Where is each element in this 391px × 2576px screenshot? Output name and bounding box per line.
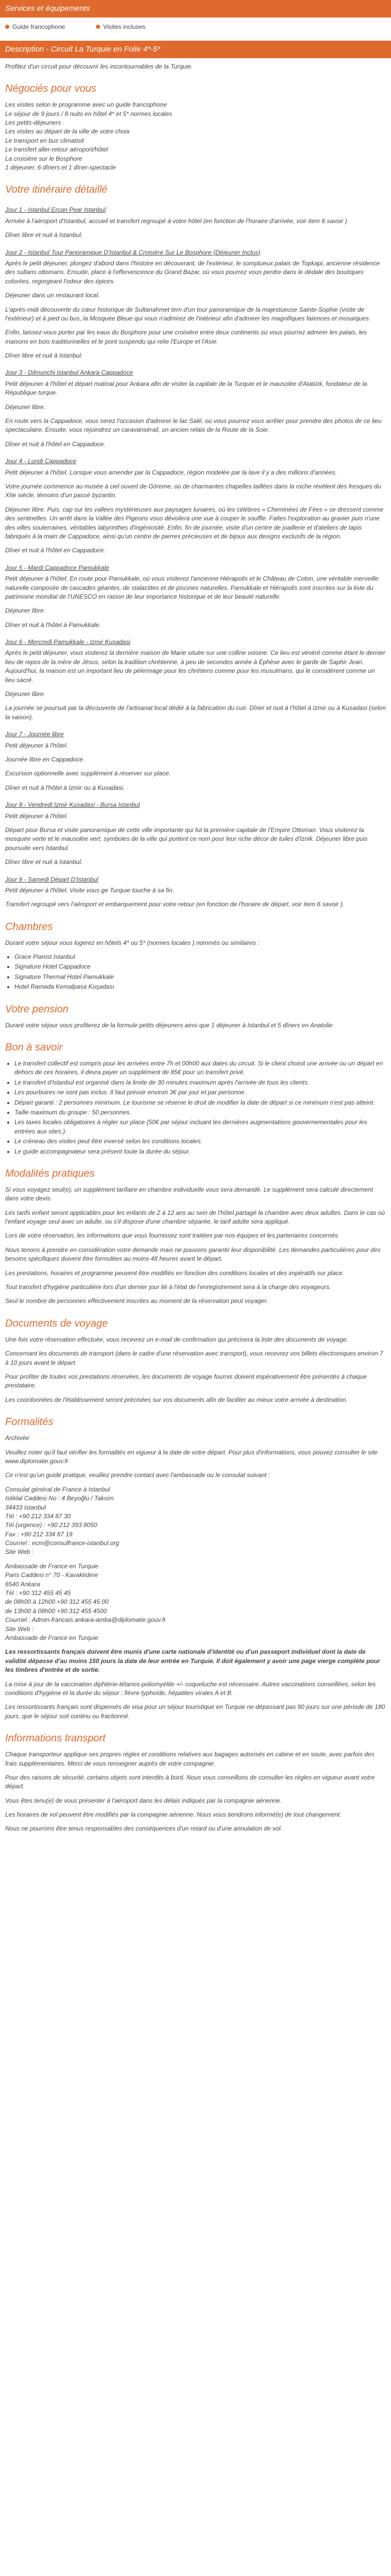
transport-paragraph: Les horaires de vol peuvent être modifiés par la compagnie aérienne. Nous vous tiendrons informé(e) de tout changement. <box>5 1811 341 1819</box>
day-paragraph: Déjeuner dans un restaurant local. <box>5 292 100 299</box>
transport-paragraph: Pour des raisons de sécurité, certains objets sont interdits à bord. Nous vous conseillons de consulter les règles en vigueur avant votre départ. <box>5 1773 375 1790</box>
day-paragraph: Dîner libre et nuit à Istanbul. <box>5 352 83 360</box>
day-paragraph: Petit déjeuner à l'hôtel et départ matinal pour Ankara afin de visiter la capitale de la Turquie et le mausolée d'Atatürk, fondateur de la République turque. <box>5 380 367 397</box>
transport-title: Informations transport <box>5 1733 106 1744</box>
good-to-know-item: • Les pourboires ne sont pas inclus. Il faut prévoir environ 3€ par jour et par personne. <box>14 1088 386 1097</box>
service-label: Visites incluses <box>103 23 145 30</box>
formalities-note-3: Les ressortissants français sont dispensés de visa pour un séjour touristique en Turquie ne dépassant pas 90 jours sur une période de 180 jours, que le séjour soit continu ou fractionné. <box>5 1703 385 1720</box>
good-to-know-item: • Le créneau des visites peut être inversé selon les conditions locales. <box>14 1137 386 1146</box>
rooms-title: Chambres <box>5 921 53 933</box>
good-to-know-item: • Départ garanti : 2 personnes minimum. Le tourisme se réserve le droit de modifier la date de départ si ce minimum n'est pas atteint. <box>14 1098 386 1107</box>
hotel-item: • Signature Thermal Hotel Pamukkale <box>14 973 386 981</box>
documents-title: Documents de voyage <box>5 1317 108 1329</box>
services-banner: Services et équipements <box>0 0 391 18</box>
formalities-paragraph: Veuillez noter qu'il faut vérifier les formalités en vigueur à la date de votre départ. Pour plus d'informations, vous pouvez consulter le site www.diplomatie.gouv.fr <box>5 1448 378 1465</box>
day-paragraph: Enfin, laissez-vous porter par les eaux du Bosphore pour une croisière entre deux continents où vous pourrez admirer les palais, les maisons en bois traditionnelles et le pont suspendu qui relie l'Europe et l'Asie. <box>5 329 367 345</box>
practical-paragraph: Les tarifs enfant seront applicables pour les enfants de 2 à 12 ans au sein de l'hôtel partagé la chambre avec deux adultes. Dans le cas où l'enfant voyage seul avec un adulte, ou s'il dispose d'une chambre séparée, le tarif adulte sera appliqué. <box>5 1209 385 1226</box>
day-paragraph: La journée se poursuit par la découverte de l'artisanat local dédié à la fabrication du cuir. Dîner et nuit à l'hôtel à Izmir ou à Kusadasi (selon la saison). <box>5 704 386 721</box>
documents-paragraph: Pour profiter de toutes vos prestations réservées, les documents de voyage fournis doivent impérativement être présentés à chaque prestataire. <box>5 1373 367 1389</box>
day-paragraph: Petit déjeuner à l'hôtel. En route pour Pamukkale, où vous visiterez l'ancienne Hiérapolis et le Château de Coton, une véritable merveille naturelle composée de cascades géantes, de stalactites et de piscines naturelles. Pamukkale et Hiérapolis sont inscrites sur la liste du patrimoine mondial de l'UNESCO en raison de leur importance historique et de leur beauté naturelle. <box>5 575 379 600</box>
practical-paragraph: Lors de votre réservation, les informations que vous fournissez sont traitées par nos équipes et les partenaires concernés. <box>5 1232 340 1240</box>
good-to-know-item: • Le transfert collectif est compris pour les arrivées entre 7h et 00h00 aux dates du circuit. Si le client choisit une arrivée ou un départ en dehors de ces horaires, il devra payer un supplément de 85€ pour un transfert privé. <box>14 1059 386 1077</box>
transport-paragraph: Nous ne pourrons être tenus responsables des conséquences d'un retard ou d'une annulation de vol. <box>5 1825 282 1833</box>
hotel-item: • Grace Pianist Istanbul <box>14 953 386 961</box>
day-title: Jour 6 - Mercredi Pamukkale - Izmir Kusadasi <box>5 638 131 646</box>
transport-paragraph: Vous êtes tenu(e) de vous présenter à l'aéroport dans les délais indiqués par la compagnie aérienne. <box>5 1797 282 1804</box>
itinerary-days <box>5 206 386 909</box>
hotel-item: • Hotel Ramada Kemalpasa Kuşadası <box>14 982 386 991</box>
intro-text: Profitez d'un circuit pour découvrir les incontournables de la Turquie. <box>5 62 193 70</box>
formalities-paragraph: Ce n'est qu'un guide pratique, veuillez prendre contact avec l'ambassade ou le consulat suivant : <box>5 1471 270 1479</box>
transport-paragraph: Chaque transporteur applique ses propres règles et conditions relatives aux bagages autorisés en cabine et en soute, avec parfois des frais supplémentaires. Merci de vous renseigner auprès de votre compagnie. <box>5 1751 374 1767</box>
day-paragraph: Dîner et nuit à l'hôtel en Cappadoce. <box>5 440 106 448</box>
service-visits <box>96 23 145 31</box>
good-to-know-item: • Le guide accompagnateur sera présent toute la durée du séjour. <box>14 1147 386 1156</box>
day-paragraph: Excursion optionnelle avec supplément à réserver sur place. <box>5 770 171 777</box>
day-paragraph: Arrivée à l'aéroport d'Istanbul, accueil et transfert regroupé à votre hôtel (en fonction de l'horaire d'arrivée, voir item 6 savoir ) <box>5 217 347 225</box>
day-title: Jour 4 - Lundi Cappadoce <box>5 457 77 465</box>
formalities-title: Formalités <box>5 1416 54 1428</box>
day-paragraph: Dîner et nuit à l'hôtel à Pamukkale. <box>5 621 101 629</box>
consulate-address: Consulat général de France à Istanbul Istiklal Caddesi No : 4 Beyoğlu / Taksim 34433 Istanbul Tél : +90 212 334 87 30 Tél (urgence) : +90 212 393 8050 Fax : +90 212 334 87 19 Courriel : ecm@consulfrance-istanbul.org Site Web : <box>5 1485 119 1556</box>
day-paragraph: Petit déjeuner à l'hôtel. Visite vous ge Turquie touche à sa fin. <box>5 886 174 894</box>
day-paragraph: Déjeuner libre. <box>5 403 46 411</box>
day-title: Jour 3 - Dilmunchi Istanbul Ankara Cappadoce <box>5 369 133 377</box>
services-list <box>0 18 391 41</box>
visits-icon <box>96 25 100 29</box>
description-banner: Description - Circuit La Turquie en Folie 4*-5* <box>0 41 391 58</box>
rooms-intro: Durant votre séjour vous logerez en hôtels 4* ou 5* (normes locales ) nommés ou similaires : <box>5 939 259 946</box>
good-to-know-item: • Taille maximum du groupe : 50 personnes. <box>14 1108 386 1117</box>
day-paragraph: Transfert regroupé vers l'aéroport et embarquement pour votre retour (en fonction de l'horaire de départ, voir item 6 savoir ). <box>5 901 345 908</box>
day-paragraph: Après le petit déjeuner, plongez d'abord dans l'histoire en découvrant, de l'extérieur, le somptueux palais de Topkapi, ancienne résidence des sultans ottomans. Ensuite, place à l'effervescence du Grand Bazar, où vous pourrez vous perdre dans le dédale des boutiques colorées, regorgeant l'odeur des épices. <box>5 259 380 285</box>
practical-paragraph: Seul le nombre de personnes effectivement inscrites au moment de la réservation peut voyager. <box>5 1297 268 1305</box>
practical-paragraph: Nous tenons à prendre en considération votre demande mais ne pouvons garantir leur disponibilité. Les demandes particulières pour des besoins spécifiques doivent être formulées au moins 48 heures avant le départ. <box>5 1246 381 1263</box>
day-paragraph: Petit déjeuner à l'hôtel. <box>5 812 68 820</box>
negotiated-text: Les visites selon le programme avec un guide francophone Le séjour de 9 jours / 8 nuits en hôtel 4* et 5* normes locales Les petits-déjeuners Les visites au départ de la ville de votre choix Le transport en bus climatisé Le transfert aller-retour aéroport/hôtel La croisière sur le Bosphore 1 déjeuner, 6 dîners et 1 dîner-spectacle <box>5 101 172 172</box>
day-paragraph: Journée libre en Cappadoce. <box>5 755 85 763</box>
negotiated-title: Négociés pour vous <box>5 83 96 95</box>
day-paragraph: Dîner et nuit à l'hôtel en Cappadoce. <box>5 547 106 554</box>
guide-icon <box>5 25 9 29</box>
description-content <box>0 62 391 1849</box>
day-title: Jour 7 - Journée libre <box>5 731 64 738</box>
hotels-list <box>14 953 386 992</box>
documents-paragraph: Une fois votre réservation effectuée, vous recevrez un e-mail de confirmation qui précisera la liste des documents de voyage. <box>5 1335 349 1343</box>
formalities-label: Archivée <box>5 1434 29 1442</box>
day-paragraph: En route vers la Cappadoce, vous serez l'occasion d'admirer le lac Salé, où vous pourrez vous arrêter pour prendre des photos de ce lieu spectaculaire. Ensuite, vous rejoindrez un caravansérail, un ancien relais de la Route de la Soie. <box>5 417 382 434</box>
day-title: Jour 9 - Samedi Départ D'Istanbul <box>5 875 99 883</box>
day-paragraph: Votre journée commence au musée à ciel ouvert de Göreme, où de charmantes chapelles taillées dans la roche révèlent des fresques du XIIe siècle, témoins d'un passé byzantin. <box>5 483 381 499</box>
documents-paragraph: Concernant les documents de transport (dans le cadre d'une réservation avec transport), vous recevrez vos billets électroniques environ 7 à 10 jours avant le départ. <box>5 1350 383 1366</box>
day-paragraph: Après le petit déjeuner, vous visiterez la dernière maison de Marie située sur une colline voisine. Ce lieu est vénéré comme étant le dernier lieu de repos de la mère de Jésus, selon la tradition chrétienne, à peu de secondes année à Éphèse avec le garde de Saphir Jean. Aujourd'hui, la maison est un important lieu de pèlerinage pour les chrétiens comme pour les musulmans, qui le considèrent comme un lieu sacré. <box>5 649 386 684</box>
day-paragraph: Départ pour Bursa et visite panoramique de cette ville importante qui fut la première capitale de l'Empire Ottoman. Vous visiterez la mosquée verte et le mausolée vert, symboles de la ville qui portent ce nom pour leur riche décor de tuiles d'Iznik. Déjeuner libre puis poursuite vers Istanbul. <box>5 826 368 852</box>
formalities-paragraphs <box>5 1448 386 1480</box>
documents-paragraph: Les coordonnées de l'établissement seront précisées sur vos documents afin de faciliter au mieux votre arrivée à destination. <box>5 1396 348 1403</box>
day-paragraph: Dîner libre et nuit à Istanbul. <box>5 231 83 239</box>
practical-paragraphs <box>5 1185 386 1306</box>
practical-paragraph: Les prestations, horaires et programme peuvent être modifiés en fonction des conditions locales et des impératifs sur place. <box>5 1269 345 1277</box>
day-title: Jour 2 - Istanbul Tour Panoramique D'Istanbul & Croisière Sur Le Bosphore (Déjeuner Inclus) <box>5 248 260 256</box>
day-paragraph: Déjeuner libre. <box>5 607 46 615</box>
good-to-know-item: • Le transfert d'Istanbul est organisé dans la limite de 30 minutes maximum après l'arrivée de tous les clients. <box>14 1078 386 1087</box>
service-label: Guide francophone <box>12 23 66 30</box>
formalities-note-2: La mise à jour de la vaccination diphtérie-tétanos-poliomyélite +/- coqueluche est nécessaire. Autres vaccinations conseillées, selon les conditions d'hygiène et la durée du séjour : fièvre typhoïde, hépatites virales A et B. <box>5 1680 376 1697</box>
good-to-know-title: Bon à savoir <box>5 1042 63 1054</box>
documents-paragraphs <box>5 1335 386 1404</box>
practical-title: Modalités pratiques <box>5 1167 95 1179</box>
formalities-note: Les ressortissants français doivent être munis d'une carte nationale d'identité ou d'un passeport individuel dont la date de validité dépasse d'au moins 150 jours la date de leur entrée en Turquie. Il doit également y avoir une page vierge complète pour les timbres d'entrée et de sortie. <box>5 1648 380 1674</box>
service-guide <box>5 23 65 31</box>
day-paragraph: Déjeuner libre. <box>5 690 46 698</box>
transport-paragraphs <box>5 1750 386 1849</box>
day-paragraph: Petit déjeuner à l'hôtel. <box>5 741 68 749</box>
day-paragraph: Petit déjeuner à l'hôtel. Lorsque vous amender par la Cappadoce, région modelée par la lave il y a des millions d'années. <box>5 468 337 476</box>
day-paragraph: L'après-midi découverte du cœur historique de Sultanahmet tern d'un tour panoramique de la majestueuse Sainte-Sophie (visite de l'extérieur) et à pied ou bus, la Mosquée Bleue qui vous n'admirez de l'intérieur afin d'admirer les magnifiques faïences et mosaïques. <box>5 306 371 322</box>
practical-paragraph: Tout transfert d'hygiène particulière lors d'un dernier jour lié à l'état de l'enregistrement sera à la charge des voyageurs. <box>5 1283 331 1291</box>
good-to-know-item: • Les taxes locales obligatoires à régler sur place (50€ par séjour incluant les dernières augmentations gouvernementales pour les entrées aux sites.). <box>14 1118 386 1136</box>
day-paragraph: Dîner et nuit à l'hôtel à Izmir ou à Kusadasi. <box>5 784 125 791</box>
day-paragraph: Déjeuner libre. Puis, cap sur les vallées mystérieuses aux paysages lunaires, où les célèbres « Cheminées de Fées » se dressent comme des sentinelles. Un arrêt dans la Vallée des Pigeons vous dévoilera une vue à couper le souffle. Faites l'exploration au gravier puis n'une des villes souterraines, véritables labyrinthes d'ingéniosité. Enfin, fin de journée, visite d'un centre de joaillerie et d'ateliers de tapis fabriqués à la main de Cappadoce, ainsi qu'un centre de pierres précieuses et de bijoux aux designs exclusifs de la région. <box>5 505 384 540</box>
good-to-know-list <box>14 1059 386 1156</box>
day-title: Jour 8 - Vendredi Izmir Kusadasi - Bursa Istanbul <box>5 801 140 809</box>
pension-text: Durant votre séjour vous profiterez de la formule petits déjeuners ainsi que 1 déjeuner à Istanbul et 5 dîners en Anatolie. <box>5 1021 334 1029</box>
day-title: Jour 5 - Mardi Cappadoce Pamukkale <box>5 564 109 571</box>
embassy-address: Ambassade de France en Turquie Paris Caddesi n° 70 - Kavaklıdere 6540 Ankara Tél : +90 312 455 45 45 de 08h00 à 12h00 +90 312 455 45 00 de 13h00 à 08h00 +90 312 455 4500 Courriel : Admin-francais.ankara-amba@diplomatie.gouv.fr Site Web : Ambassade de France en Turquie <box>5 1562 166 1641</box>
pension-title: Votre pension <box>5 1003 69 1015</box>
day-title: Jour 1 - Istanbul Ercan Pear Istanbul <box>5 206 106 214</box>
itinerary-title: Votre itinéraire détaillé <box>5 184 108 196</box>
practical-paragraph: Si vous voyagez seul(e), un supplément tarifaire en chambre individuelle vous sera demandé. Le supplément sera calculé directement dans votre devis. <box>5 1185 373 1202</box>
hotel-item: • Signature Hotel Cappadoce <box>14 962 386 971</box>
day-paragraph: Dîner libre et nuit à Istanbul. <box>5 858 83 866</box>
